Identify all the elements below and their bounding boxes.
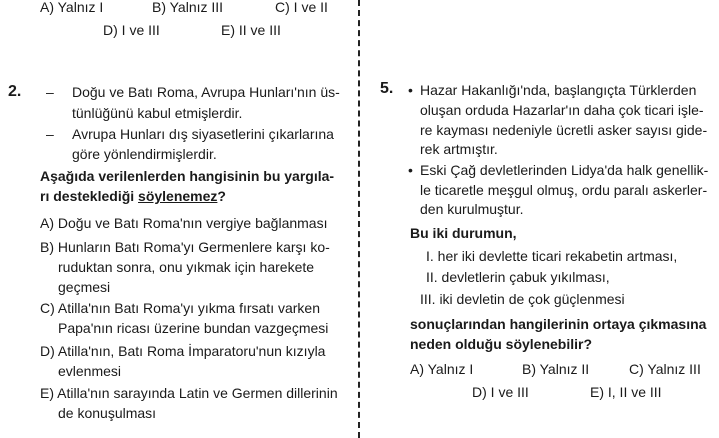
q2-stem-qmark: ? bbox=[217, 188, 226, 204]
q2-option-b-line2[interactable]: ruduktan sonra, onu yıkmak için harekete bbox=[58, 259, 315, 275]
q2-stem-prefix: rı desteklediği bbox=[40, 188, 139, 204]
q2-stem-line1: Aşağıda verilenlerden hangisinin bu yargıla- bbox=[40, 168, 335, 184]
q2-premise2-line1: Avrupa Hunları dış siyasetlerini çıkarlarına bbox=[72, 126, 334, 142]
q5-bullet2-line2: le ticaretle meşgul olmuş, ordu paralı askerler- bbox=[420, 182, 708, 198]
q5-option-e[interactable]: E) I, II ve III bbox=[590, 384, 662, 400]
q2-premise1-line2: tünlüğünü kabul etmişlerdir. bbox=[72, 105, 243, 121]
q5-item-3: III. iki devletin de çok güçlenmesi bbox=[420, 291, 625, 307]
q5-stem-line1: sonuçlarından hangilerinin ortaya çıkmasına bbox=[410, 316, 707, 332]
question-2-number: 2. bbox=[8, 83, 22, 100]
q5-option-b[interactable]: B) Yalnız II bbox=[522, 361, 590, 377]
prev-option-e[interactable]: E) II ve III bbox=[221, 22, 281, 38]
q2-option-e-line2[interactable]: de konuşulması bbox=[58, 405, 157, 421]
q2-option-e-line1[interactable]: E) Atilla'nın sarayında Latin ve Germen dillerinin bbox=[40, 385, 338, 401]
question-5-number: 5. bbox=[380, 80, 394, 97]
q2-stem-line2 bbox=[40, 187, 226, 205]
q2-option-c-line1[interactable]: C) Atilla'nın Batı Roma'yı yıkma fırsatı varken bbox=[40, 300, 320, 316]
q2-option-a[interactable]: A) Doğu ve Batı Roma'nın vergiye bağlanması bbox=[40, 215, 328, 231]
q5-option-d[interactable]: D) I ve III bbox=[472, 384, 529, 400]
column-divider bbox=[358, 0, 360, 438]
q5-bullet1-marker: • bbox=[408, 82, 413, 98]
q2-premise2-line2: göre yönlendirmişlerdir. bbox=[72, 146, 217, 162]
q5-item-1: I. her iki devlette ticari rekabetin artması, bbox=[426, 248, 678, 264]
q5-stem-line2: neden olduğu söylenebilir? bbox=[410, 336, 593, 352]
q2-option-d-line1[interactable]: D) Atilla'nın, Batı Roma İmparatoru'nun kızıyla bbox=[40, 343, 326, 359]
q5-bullet1-line1: Hazar Hakanlığı'nda, başlangıçta Türklerden bbox=[420, 82, 697, 98]
q5-bullet2-marker: • bbox=[408, 162, 413, 178]
prev-option-d[interactable]: D) I ve III bbox=[103, 22, 160, 38]
q2-option-b-line3[interactable]: geçmesi bbox=[58, 279, 111, 295]
prev-option-b[interactable]: B) Yalnız III bbox=[152, 0, 224, 15]
q5-option-c[interactable]: C) Yalnız III bbox=[629, 361, 701, 377]
q5-bullet1-line3: re kayması nedeniyle ücretli asker sayısı gide- bbox=[420, 122, 708, 138]
prev-option-c[interactable]: C) I ve II bbox=[275, 0, 328, 15]
q2-premise2-dash: – bbox=[46, 126, 54, 142]
q2-stem-negation: söylenemez bbox=[138, 188, 218, 204]
q2-premise1-line1: Doğu ve Batı Roma, Avrupa Hunları'nın üs- bbox=[72, 84, 340, 100]
q5-bullet1-line2: oluşan orduda Hazarlar'ın daha çok ticari işle- bbox=[420, 102, 704, 118]
q2-option-d-line2[interactable]: evlenmesi bbox=[58, 363, 122, 379]
q5-option-a[interactable]: A) Yalnız I bbox=[410, 361, 474, 377]
prev-option-a[interactable]: A) Yalnız I bbox=[40, 0, 104, 15]
q5-bullet2-line3: den kurulmuştur. bbox=[420, 201, 524, 217]
q2-option-b-line1[interactable]: B) Hunların Batı Roma'yı Germenlere karşı ko- bbox=[40, 239, 330, 255]
q2-premise1-dash: – bbox=[46, 84, 54, 100]
q5-bullet2-line1: Eski Çağ devletlerinden Lidya'da halk genellik- bbox=[420, 162, 709, 178]
q2-option-c-line2[interactable]: Papa'nın ricası üzerine bundan vazgeçmesi bbox=[58, 320, 329, 336]
q5-item-2: II. devletlerin çabuk yıkılması, bbox=[426, 269, 610, 285]
q5-bullet1-line4: rek artmıştır. bbox=[420, 141, 498, 157]
q5-lead: Bu iki durumun, bbox=[410, 225, 517, 241]
